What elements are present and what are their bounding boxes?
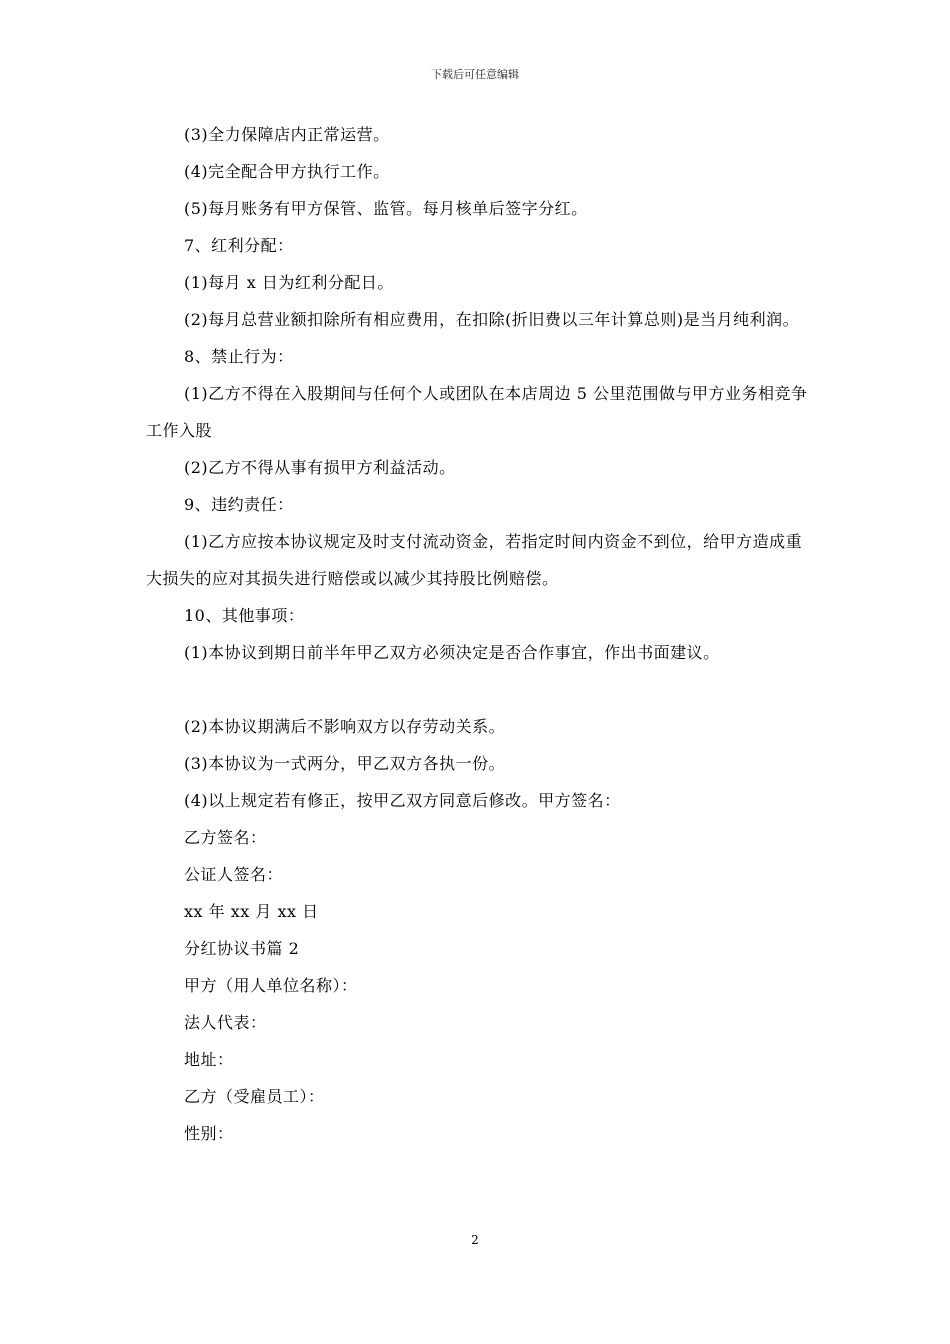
field-line: 法人代表：	[184, 1013, 267, 1032]
signature-line: 乙方签名：	[184, 828, 267, 847]
field-line: 乙方（受雇员工）：	[184, 1087, 325, 1106]
paragraph: (2)每月总营业额扣除所有相应费用，在扣除(折旧费以三年计算总则)是当月纯利润。	[184, 310, 800, 329]
field-line: 性别：	[184, 1124, 234, 1143]
paragraph: (5)每月账务有甲方保管、监管。每月核单后签字分红。	[184, 199, 588, 218]
paragraph: (4)完全配合甲方执行工作。	[184, 162, 390, 181]
paragraph: (2)乙方不得从事有损甲方利益活动。	[184, 458, 456, 477]
page-number: 2	[471, 1233, 479, 1247]
paragraph: (3)全力保障店内正常运营。	[184, 125, 390, 144]
paragraph: (1)乙方不得在入股期间与任何个人或团队在本店周边 5 公里范围做与甲方业务相竞争工作入股	[146, 384, 808, 440]
section-heading: 8、禁止行为：	[184, 347, 294, 366]
paragraph: (2)本协议期满后不影响双方以存劳动关系。	[184, 717, 506, 736]
date-line: xx 年 xx 月 xx 日	[184, 902, 319, 921]
section-title: 分红协议书篇 2	[184, 939, 300, 958]
document-body	[146, 116, 808, 1152]
section-heading: 10、其他事项：	[184, 606, 305, 625]
field-line: 甲方（用人单位名称）：	[184, 976, 358, 995]
paragraph: (3)本协议为一式两分，甲乙双方各执一份。	[184, 754, 506, 773]
blank-line	[146, 671, 808, 708]
paragraph: (4)以上规定若有修正，按甲乙双方同意后修改。甲方签名：	[184, 791, 621, 810]
section-heading: 9、违约责任：	[184, 495, 294, 514]
paragraph: (1)本协议到期日前半年甲乙双方必须决定是否合作事宜，作出书面建议。	[184, 643, 720, 662]
section-heading: 7、红利分配：	[184, 236, 294, 255]
field-line: 地址：	[184, 1050, 234, 1069]
paragraph: (1)每月 x 日为红利分配日。	[184, 273, 394, 292]
signature-line: 公证人签名：	[184, 865, 284, 884]
paragraph: (1)乙方应按本协议规定及时支付流动资金，若指定时间内资金不到位，给甲方造成重大损失的应对其损失进行赔偿或以减少其持股比例赔偿。	[146, 532, 803, 588]
page-header: 下载后可任意编辑	[431, 68, 519, 81]
